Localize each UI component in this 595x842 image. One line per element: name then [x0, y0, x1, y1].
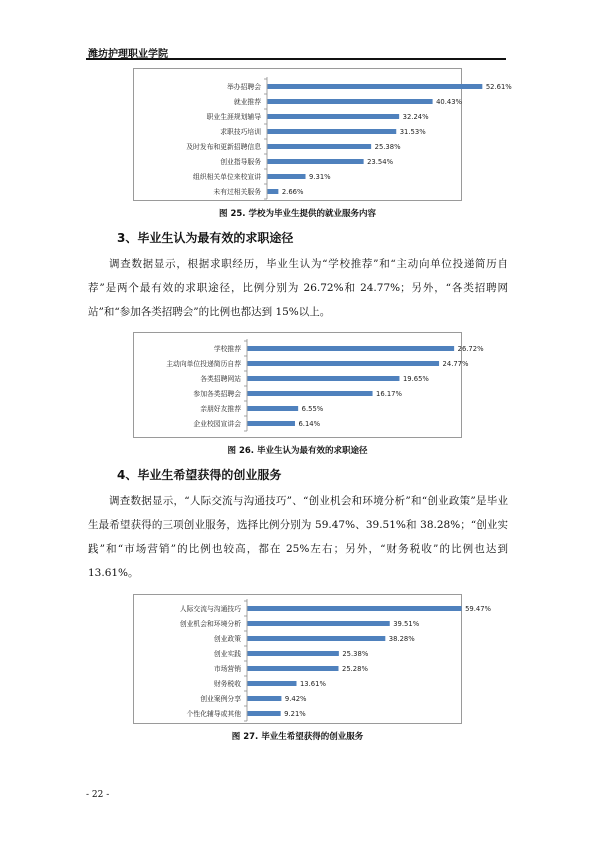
bar — [248, 361, 440, 366]
bar — [268, 174, 306, 179]
section-3-paragraph — [88, 252, 508, 324]
bar — [248, 376, 400, 381]
bar — [248, 666, 339, 671]
chart-svg — [134, 333, 484, 437]
category-label: 创业机会和环境分析 — [179, 620, 241, 628]
header-rule — [86, 58, 506, 60]
bar — [248, 696, 282, 701]
value-label: 52.61% — [485, 83, 512, 91]
value-label: 13.61% — [299, 680, 326, 688]
bar — [248, 621, 390, 626]
value-label: 9.21% — [284, 710, 306, 718]
category-label: 亲朋好友推荐 — [200, 405, 241, 413]
value-label: 2.66% — [281, 188, 304, 196]
value-label: 26.72% — [457, 345, 484, 353]
category-label: 参加各类招聘会 — [193, 390, 241, 398]
category-label: 求职技巧培训 — [220, 128, 261, 136]
bar — [268, 129, 397, 134]
bar — [248, 606, 462, 611]
bar — [268, 99, 433, 104]
section-4-heading: 4、毕业生希望获得的创业服务 — [117, 468, 282, 482]
value-label: 9.31% — [309, 173, 331, 181]
figure-25-chart — [133, 68, 512, 201]
value-label: 38.28% — [388, 635, 415, 643]
page-number: - 22 - — [86, 790, 110, 800]
value-label: 16.17% — [376, 390, 402, 398]
bar — [248, 406, 299, 411]
bar — [268, 84, 483, 89]
category-label: 及时发布和更新招聘信息 — [186, 143, 261, 151]
category-label: 个性化辅导或其他 — [186, 710, 241, 718]
figure-26-chart — [133, 332, 484, 438]
value-label: 24.77% — [442, 360, 469, 368]
figure-27-chart — [133, 594, 492, 724]
value-label: 19.65% — [402, 375, 429, 383]
value-label: 6.14% — [298, 420, 321, 428]
category-label: 职业生涯规划辅导 — [206, 113, 261, 121]
category-label: 财务税收 — [213, 680, 241, 688]
chart-svg — [134, 69, 512, 200]
value-label: 25.28% — [342, 665, 368, 673]
bar — [248, 711, 281, 716]
section-4-paragraph — [88, 489, 508, 585]
category-label: 组织相关单位来校宣讲 — [193, 173, 261, 181]
figure-26-caption: 图 26. 毕业生认为最有效的求职途径 — [227, 446, 368, 456]
value-label: 39.51% — [393, 620, 420, 628]
bar — [248, 651, 339, 656]
bar — [268, 159, 364, 164]
chart-svg — [134, 595, 492, 723]
figure-25-caption: 图 25. 学校为毕业生提供的就业服务内容 — [219, 209, 376, 219]
header-title: 潍坊护理职业学院 — [88, 49, 168, 60]
bar — [268, 114, 400, 119]
section-4-paragraph-text: 调查数据显示，“人际交流与沟通技巧”、“创业机会和环境分析”和“创业政策”是毕业生最希望获得的三项创业服务，选择比例分别为 59.47%、39.51%和 38.28%；“创业实践”和“市场营销”的比例也较高，都在 25%左右；另外，“财务税收”的比例也达到 13.61%。 — [88, 495, 508, 579]
category-label: 创业指导服务 — [220, 158, 261, 166]
category-label: 各类招聘网站 — [200, 375, 241, 383]
bar — [248, 391, 373, 396]
section-3-paragraph-text: 调查数据显示，根据求职经历，毕业生认为“学校推荐”和“主动向单位投递简历自荐”是两个最有效的求职途径，比例分别为 26.72%和 24.77%；另外，“各类招聘网站”和“参加各类招聘会”的比例也都达到 15%以上。 — [88, 258, 508, 318]
bar — [268, 189, 279, 194]
value-label: 9.42% — [284, 695, 307, 703]
section-3-heading: 3、毕业生认为最有效的求职途径 — [117, 231, 294, 245]
category-label: 企业校园宣讲会 — [193, 420, 241, 428]
value-label: 40.43% — [436, 98, 463, 106]
category-label: 主动向单位投递简历自荐 — [166, 360, 241, 368]
value-label: 25.38% — [374, 143, 401, 151]
category-label: 未有过相关服务 — [213, 188, 261, 196]
value-label: 59.47% — [465, 605, 492, 613]
bar — [268, 144, 372, 149]
category-label: 市场营销 — [213, 665, 241, 673]
value-label: 25.38% — [342, 650, 369, 658]
category-label: 创业政策 — [213, 635, 241, 643]
value-label: 23.54% — [367, 158, 394, 166]
bar — [248, 421, 295, 426]
bar — [248, 346, 455, 351]
category-label: 学校推荐 — [213, 345, 241, 353]
value-label: 31.53% — [399, 128, 426, 136]
value-label: 6.55% — [301, 405, 324, 413]
bar — [248, 636, 386, 641]
category-label: 举办招聘会 — [227, 83, 261, 91]
value-label: 32.24% — [402, 113, 429, 121]
figure-27-caption: 图 27. 毕业生希望获得的创业服务 — [231, 732, 364, 742]
category-label: 创业案例分享 — [200, 695, 241, 703]
category-label: 人际交流与沟通技巧 — [179, 605, 241, 613]
bar — [248, 681, 297, 686]
category-label: 就业推荐 — [233, 98, 261, 106]
category-label: 创业实践 — [213, 650, 241, 658]
